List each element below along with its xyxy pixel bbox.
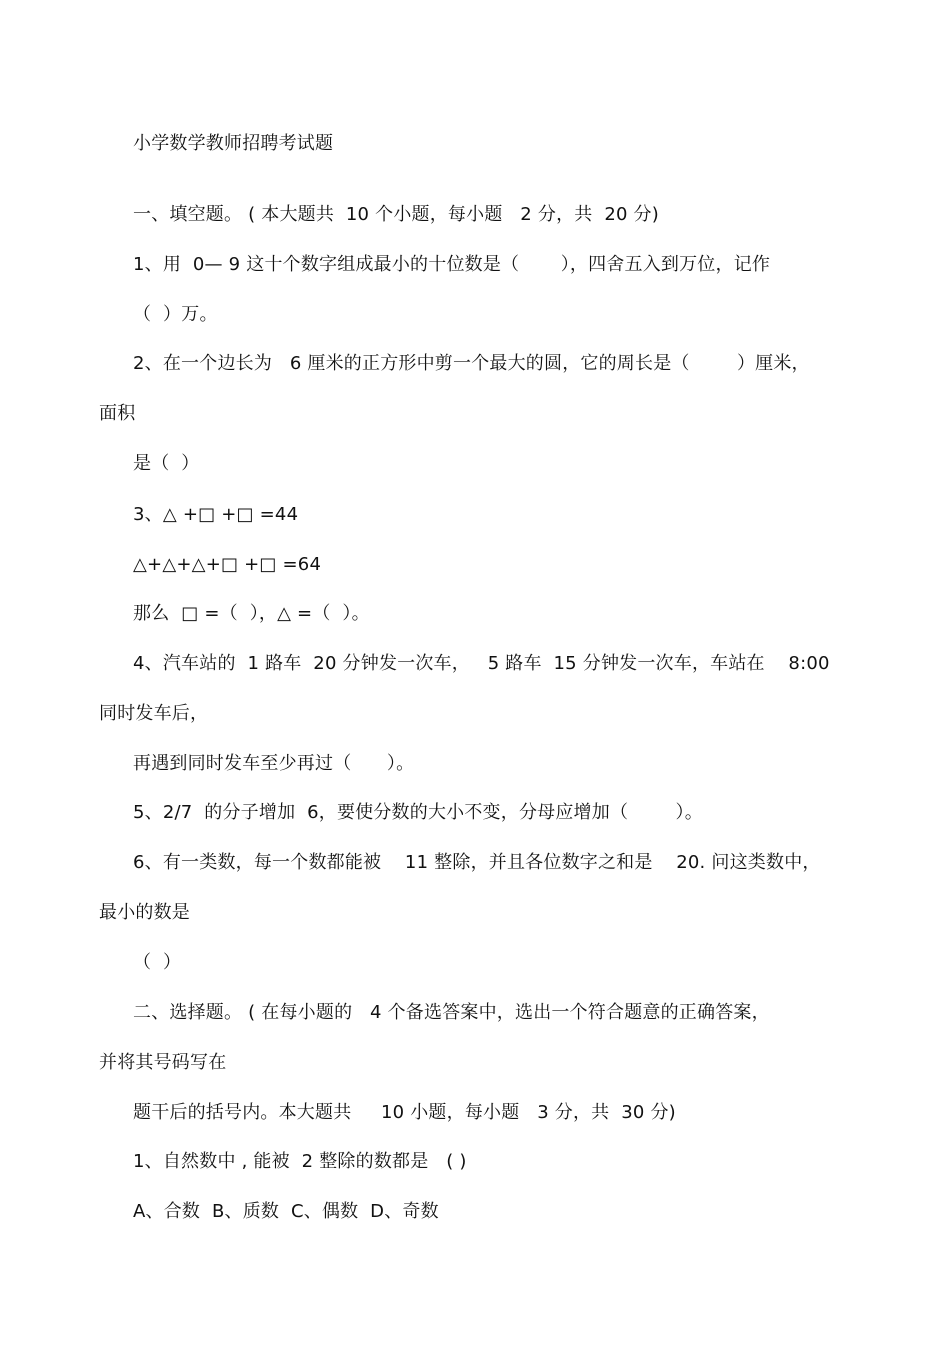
question-line: 4、汽车站的 1 路车 20 分钟发一次车， 5 路车 15 分钟发一次车，车站在 8:00 — [133, 653, 830, 674]
question-line: （ ）万。 — [133, 304, 218, 325]
question-line: 6、有一类数，每一个数都能被 11 整除，并且各位数字之和是 20. 问这类数中， — [133, 852, 821, 873]
question-line: 是（ ） — [133, 453, 200, 474]
question-line: 题干后的括号内。本大题共 10 小题，每小题 3 分，共 30 分) — [133, 1102, 676, 1123]
question-line: 2、在一个边长为 6 厘米的正方形中剪一个最大的圆，它的周长是（ ）厘米， — [133, 353, 810, 374]
question-line: （ ） — [133, 952, 182, 973]
section-heading-multiple-choice: 二、选择题。 ( 在每小题的 4 个备选答案中，选出一个符合题意的正确答案， — [133, 1002, 770, 1023]
question-line: △+△+△+□ +□ =64 — [133, 554, 322, 575]
question-line: 3、△ +□ +□ =44 — [133, 504, 299, 525]
page-title: 小学数学教师招聘考试题 — [133, 133, 334, 154]
question-line: 再遇到同时发车至少再过（ ）。 — [133, 753, 415, 774]
question-line: 面积 — [99, 403, 136, 424]
question-line: 1、用 0— 9 这十个数字组成最小的十位数是（ ），四舍五入到万位，记作 — [133, 254, 771, 275]
question-line: 最小的数是 — [99, 902, 190, 923]
question-line: 同时发车后， — [99, 703, 209, 724]
question-line: 5、2/7 的分子增加 6，要使分数的大小不变，分母应增加（ ）。 — [133, 802, 703, 823]
answer-options: A、合数 B、质数 C、偶数 D、奇数 — [133, 1201, 439, 1222]
question-line: 那么 □ =（ ），△ =（ ）。 — [133, 603, 370, 624]
question-line: 1、自然数中 , 能被 2 整除的数都是 ( ) — [133, 1151, 467, 1172]
question-line: 并将其号码写在 — [99, 1052, 227, 1073]
section-heading-fill-in: 一、填空题。 ( 本大题共 10 个小题，每小题 2 分，共 20 分) — [133, 204, 659, 225]
